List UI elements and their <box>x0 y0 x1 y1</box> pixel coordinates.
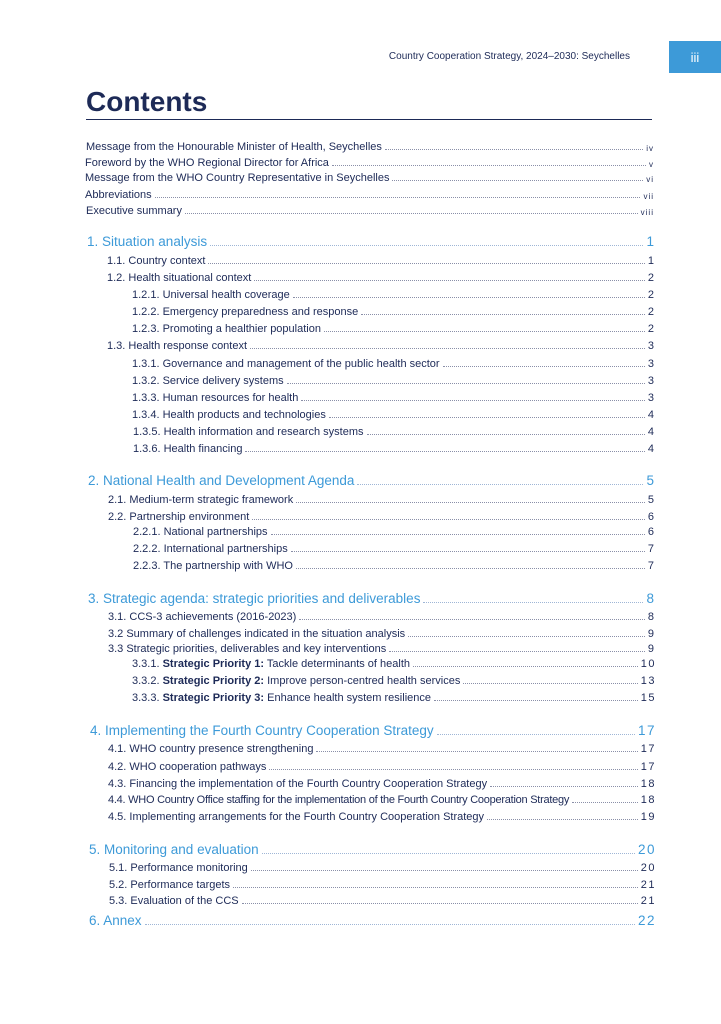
toc-entry-number: 3.3.3. <box>132 692 163 704</box>
toc-entry-page: 17 <box>640 761 656 773</box>
toc-entry-page: 7 <box>647 543 654 555</box>
dot-leader <box>301 400 645 401</box>
toc-entry-4-4[interactable] <box>108 794 656 806</box>
toc-entry-1-2-1[interactable] <box>132 289 654 301</box>
dot-leader <box>443 366 645 367</box>
toc-entry-page: 21 <box>640 879 656 891</box>
toc-entry-page: iv <box>646 144 654 153</box>
dot-leader <box>254 280 645 281</box>
toc-entry-page: vii <box>643 192 654 201</box>
toc-chapter-page: 5 <box>646 473 654 488</box>
page-number-tab: iii <box>669 41 721 73</box>
toc-entry-5-1[interactable] <box>109 862 656 874</box>
toc-entry-1-3-4[interactable] <box>132 409 654 421</box>
toc-entry-1-2-2[interactable] <box>132 306 654 318</box>
toc-chapter-label: 4. Implementing the Fourth Country Cooperation Strategy <box>90 723 434 738</box>
toc-entry-5-2[interactable] <box>109 879 656 891</box>
toc-entry-label: 1.2.3. Promoting a healthier population <box>132 323 321 335</box>
toc-chapter-page: 20 <box>637 842 656 857</box>
toc-entry-page: 9 <box>647 628 654 640</box>
toc-entry-label: Message from the WHO Country Representative in Seychelles <box>85 172 390 184</box>
dot-leader <box>361 314 645 315</box>
toc-entry-page: 18 <box>640 778 656 790</box>
dot-leader <box>251 870 638 871</box>
toc-chapter-page: 8 <box>646 591 654 606</box>
toc-entry-page: 3 <box>647 340 654 352</box>
toc-entry-label: 1.3.1. Governance and management of the public health sector <box>132 358 440 370</box>
dot-leader <box>389 651 645 652</box>
toc-entry-label: Executive summary <box>86 205 182 217</box>
toc-entry-page: 1 <box>647 255 654 267</box>
toc-chapter-page: 1 <box>646 234 654 249</box>
toc-entry-2-2-1[interactable] <box>133 526 654 538</box>
toc-entry-page: 20 <box>640 862 656 874</box>
toc-chapter-4[interactable] <box>90 723 656 738</box>
toc-entry-3-3[interactable] <box>108 643 654 655</box>
toc-entry-page: 13 <box>640 675 656 687</box>
toc-entry-page: 19 <box>640 811 656 823</box>
toc-entry-label: 1.3.6. Health financing <box>133 443 243 455</box>
toc-entry-label: 1.3. Health response context <box>107 340 248 352</box>
dot-leader <box>572 802 638 803</box>
dot-leader <box>392 180 643 181</box>
toc-entry-label: 1.3.4. Health products and technologies <box>132 409 326 421</box>
toc-chapter-6[interactable] <box>89 913 656 928</box>
toc-chapter-3[interactable] <box>88 591 654 606</box>
toc-entry-1-3-3[interactable] <box>132 392 654 404</box>
toc-entry-page: 18 <box>640 794 656 806</box>
toc-entry-page: 4 <box>647 409 654 421</box>
toc-entry-text: Improve person-centred health services <box>264 675 461 687</box>
toc-chapter-label: 6. Annex <box>89 913 142 928</box>
dot-leader <box>145 924 635 925</box>
toc-entry-1-3-5[interactable] <box>133 426 654 438</box>
dot-leader <box>329 417 645 418</box>
strategic-priority-label: Strategic Priority 3: <box>162 692 265 704</box>
dot-leader <box>269 769 637 770</box>
strategic-priority-label: Strategic Priority 2: <box>162 675 265 687</box>
dot-leader <box>324 331 645 332</box>
dot-leader <box>316 751 637 752</box>
toc-entry-label: Abbreviations <box>85 189 152 201</box>
toc-entry-page: 2 <box>647 323 654 335</box>
toc-entry-number: 3.3.1. <box>132 658 163 670</box>
toc-entry-page: 6 <box>647 511 654 523</box>
dot-leader <box>210 245 643 246</box>
toc-entry-3-1[interactable] <box>108 611 654 623</box>
toc-entry-label: 4.2. WHO cooperation pathways <box>108 761 267 773</box>
toc-entry-label: 3.2 Summary of challenges indicated in the situation analysis <box>108 628 406 640</box>
toc-entry-1-3-2[interactable] <box>132 375 654 387</box>
toc-entry-label: 5.2. Performance targets <box>109 879 231 891</box>
toc-entry-label: 1.3.5. Health information and research systems <box>133 426 364 438</box>
toc-entry-label: 2.2.2. International partnerships <box>133 543 288 555</box>
toc-entry-page: 4 <box>647 426 654 438</box>
toc-entry-label <box>132 692 431 704</box>
dot-leader <box>463 683 637 684</box>
toc-entry-page: 2 <box>647 272 654 284</box>
toc-entry-label: 1.1. Country context <box>107 255 206 267</box>
toc-entry-2-1[interactable] <box>108 494 654 506</box>
toc-entry-page: 8 <box>647 611 654 623</box>
dot-leader <box>413 666 638 667</box>
toc-entry-4-1[interactable] <box>108 743 656 755</box>
toc-entry-page: viii <box>640 208 654 217</box>
dot-leader <box>408 636 645 637</box>
toc-entry-representative-message[interactable] <box>85 172 654 184</box>
toc-entry-page: 15 <box>640 692 656 704</box>
dot-leader <box>233 887 638 888</box>
toc-entry-page: 3 <box>647 375 654 387</box>
toc-entry-label: Foreword by the WHO Regional Director for Africa <box>85 157 329 169</box>
toc-entry-page: 3 <box>647 358 654 370</box>
toc-entry-page: 7 <box>647 560 654 572</box>
toc-entry-label: 5.3. Evaluation of the CCS <box>109 895 239 907</box>
toc-entry-label: 3.1. CCS-3 achievements (2016-2023) <box>108 611 297 623</box>
dot-leader <box>357 484 643 485</box>
toc-entry-2-2-3[interactable] <box>133 560 654 572</box>
toc-entry-page: 17 <box>640 743 656 755</box>
toc-entry-label: 2.2.3. The partnership with WHO <box>133 560 293 572</box>
toc-entry-label: 1.3.3. Human resources for health <box>132 392 299 404</box>
toc-entry-label: 1.2. Health situational context <box>107 272 252 284</box>
dot-leader <box>385 149 643 150</box>
toc-chapter-label: 5. Monitoring and evaluation <box>89 842 259 857</box>
toc-entry-3-3-3[interactable] <box>132 692 656 704</box>
dot-leader <box>296 568 645 569</box>
toc-entry-text: Tackle determinants of health <box>264 658 411 670</box>
toc-entry-4-5[interactable] <box>108 811 656 823</box>
toc-entry-4-3[interactable] <box>108 778 656 790</box>
dot-leader <box>487 819 638 820</box>
toc-chapter-5[interactable] <box>89 842 656 857</box>
toc-entry-label: 1.3.2. Service delivery systems <box>132 375 284 387</box>
toc-entry-page: 5 <box>647 494 654 506</box>
toc-entry-1-2[interactable] <box>107 272 654 284</box>
toc-entry-label: 2.2. Partnership environment <box>108 511 250 523</box>
toc-chapter-page: 17 <box>637 723 656 738</box>
dot-leader <box>299 619 645 620</box>
toc-entry-label: 1.2.1. Universal health coverage <box>132 289 290 301</box>
dot-leader <box>245 451 644 452</box>
toc-entry-label <box>132 675 460 687</box>
toc-entry-2-2[interactable] <box>108 511 654 523</box>
toc-entry-5-3[interactable] <box>109 895 656 907</box>
toc-entry-1-2-3[interactable] <box>132 323 654 335</box>
dot-leader <box>271 534 645 535</box>
toc-entry-label: 4.1. WHO country presence strengthening <box>108 743 314 755</box>
toc-entry-page: v <box>649 160 654 169</box>
strategic-priority-label: Strategic Priority 1: <box>162 658 265 670</box>
dot-leader <box>262 853 635 854</box>
page-title: Contents <box>86 86 208 117</box>
toc-entry-text: Enhance health system resilience <box>264 692 431 704</box>
dot-leader <box>332 165 646 166</box>
toc-entry-label: 4.4. WHO Country Office staffing for the implementation of the Fourth Country Cooperation Strategy <box>108 794 570 806</box>
dot-leader <box>287 383 645 384</box>
toc-entry-page: 4 <box>647 443 654 455</box>
toc-entry-3-3-1[interactable] <box>132 658 656 670</box>
toc-entry-page: 2 <box>647 289 654 301</box>
dot-leader <box>208 263 644 264</box>
toc-entry-label: 2.2.1. National partnerships <box>133 526 268 538</box>
toc-chapter-label: 3. Strategic agenda: strategic priorities and deliverables <box>88 591 421 606</box>
dot-leader <box>185 213 638 214</box>
toc-entry-page: 21 <box>640 895 656 907</box>
toc-entry-page: 3 <box>647 392 654 404</box>
toc-entry-label <box>132 658 410 670</box>
toc-entry-3-3-2[interactable] <box>132 675 656 687</box>
toc-entry-label: 5.1. Performance monitoring <box>109 862 248 874</box>
running-header: Country Cooperation Strategy, 2024–2030: Seychelles <box>388 51 630 62</box>
toc-entry-label: 4.3. Financing the implementation of the Fourth Country Cooperation Strategy <box>108 778 488 790</box>
toc-entry-page: 6 <box>647 526 654 538</box>
dot-leader <box>242 903 638 904</box>
dot-leader <box>155 197 641 198</box>
toc-chapter-page: 22 <box>637 913 656 928</box>
toc-entry-page: vi <box>646 175 654 184</box>
toc-entry-1-1[interactable] <box>107 255 654 267</box>
toc-entry-executive-summary[interactable] <box>86 205 654 217</box>
toc-entry-3-2[interactable] <box>108 628 654 640</box>
toc-entry-number: 3.3.2. <box>132 675 163 687</box>
dot-leader <box>423 602 643 603</box>
dot-leader <box>250 348 645 349</box>
dot-leader <box>434 700 638 701</box>
toc-entry-label: 2.1. Medium-term strategic framework <box>108 494 294 506</box>
toc-entry-label: 1.2.2. Emergency preparedness and response <box>132 306 359 318</box>
toc-entry-abbreviations[interactable] <box>85 189 654 201</box>
toc-entry-4-2[interactable] <box>108 761 656 773</box>
toc-entry-regional-director-foreword[interactable] <box>85 157 654 169</box>
toc-entry-page: 2 <box>647 306 654 318</box>
toc-chapter-2[interactable] <box>88 473 654 488</box>
dot-leader <box>291 551 645 552</box>
toc-entry-2-2-2[interactable] <box>133 543 654 555</box>
dot-leader <box>293 297 645 298</box>
toc-entry-label: 3.3 Strategic priorities, deliverables and key interventions <box>108 643 387 655</box>
toc-entry-label: Message from the Honourable Minister of Health, Seychelles <box>86 141 382 153</box>
dot-leader <box>252 519 645 520</box>
toc-entry-page: 10 <box>640 658 656 670</box>
toc-entry-1-3[interactable] <box>107 340 654 352</box>
dot-leader <box>437 734 635 735</box>
toc-chapter-label: 2. National Health and Development Agenda <box>88 473 355 488</box>
toc-entry-page: 9 <box>647 643 654 655</box>
toc-chapter-label: 1. Situation analysis <box>87 234 208 249</box>
toc-entry-1-3-1[interactable] <box>132 358 654 370</box>
dot-leader <box>296 502 645 503</box>
dot-leader <box>490 786 638 787</box>
dot-leader <box>367 434 645 435</box>
toc-entry-1-3-6[interactable] <box>133 443 654 455</box>
toc-entry-label: 4.5. Implementing arrangements for the Fourth Country Cooperation Strategy <box>108 811 485 823</box>
toc-entry-minister-message[interactable] <box>86 141 654 153</box>
toc-chapter-1[interactable] <box>87 234 654 249</box>
